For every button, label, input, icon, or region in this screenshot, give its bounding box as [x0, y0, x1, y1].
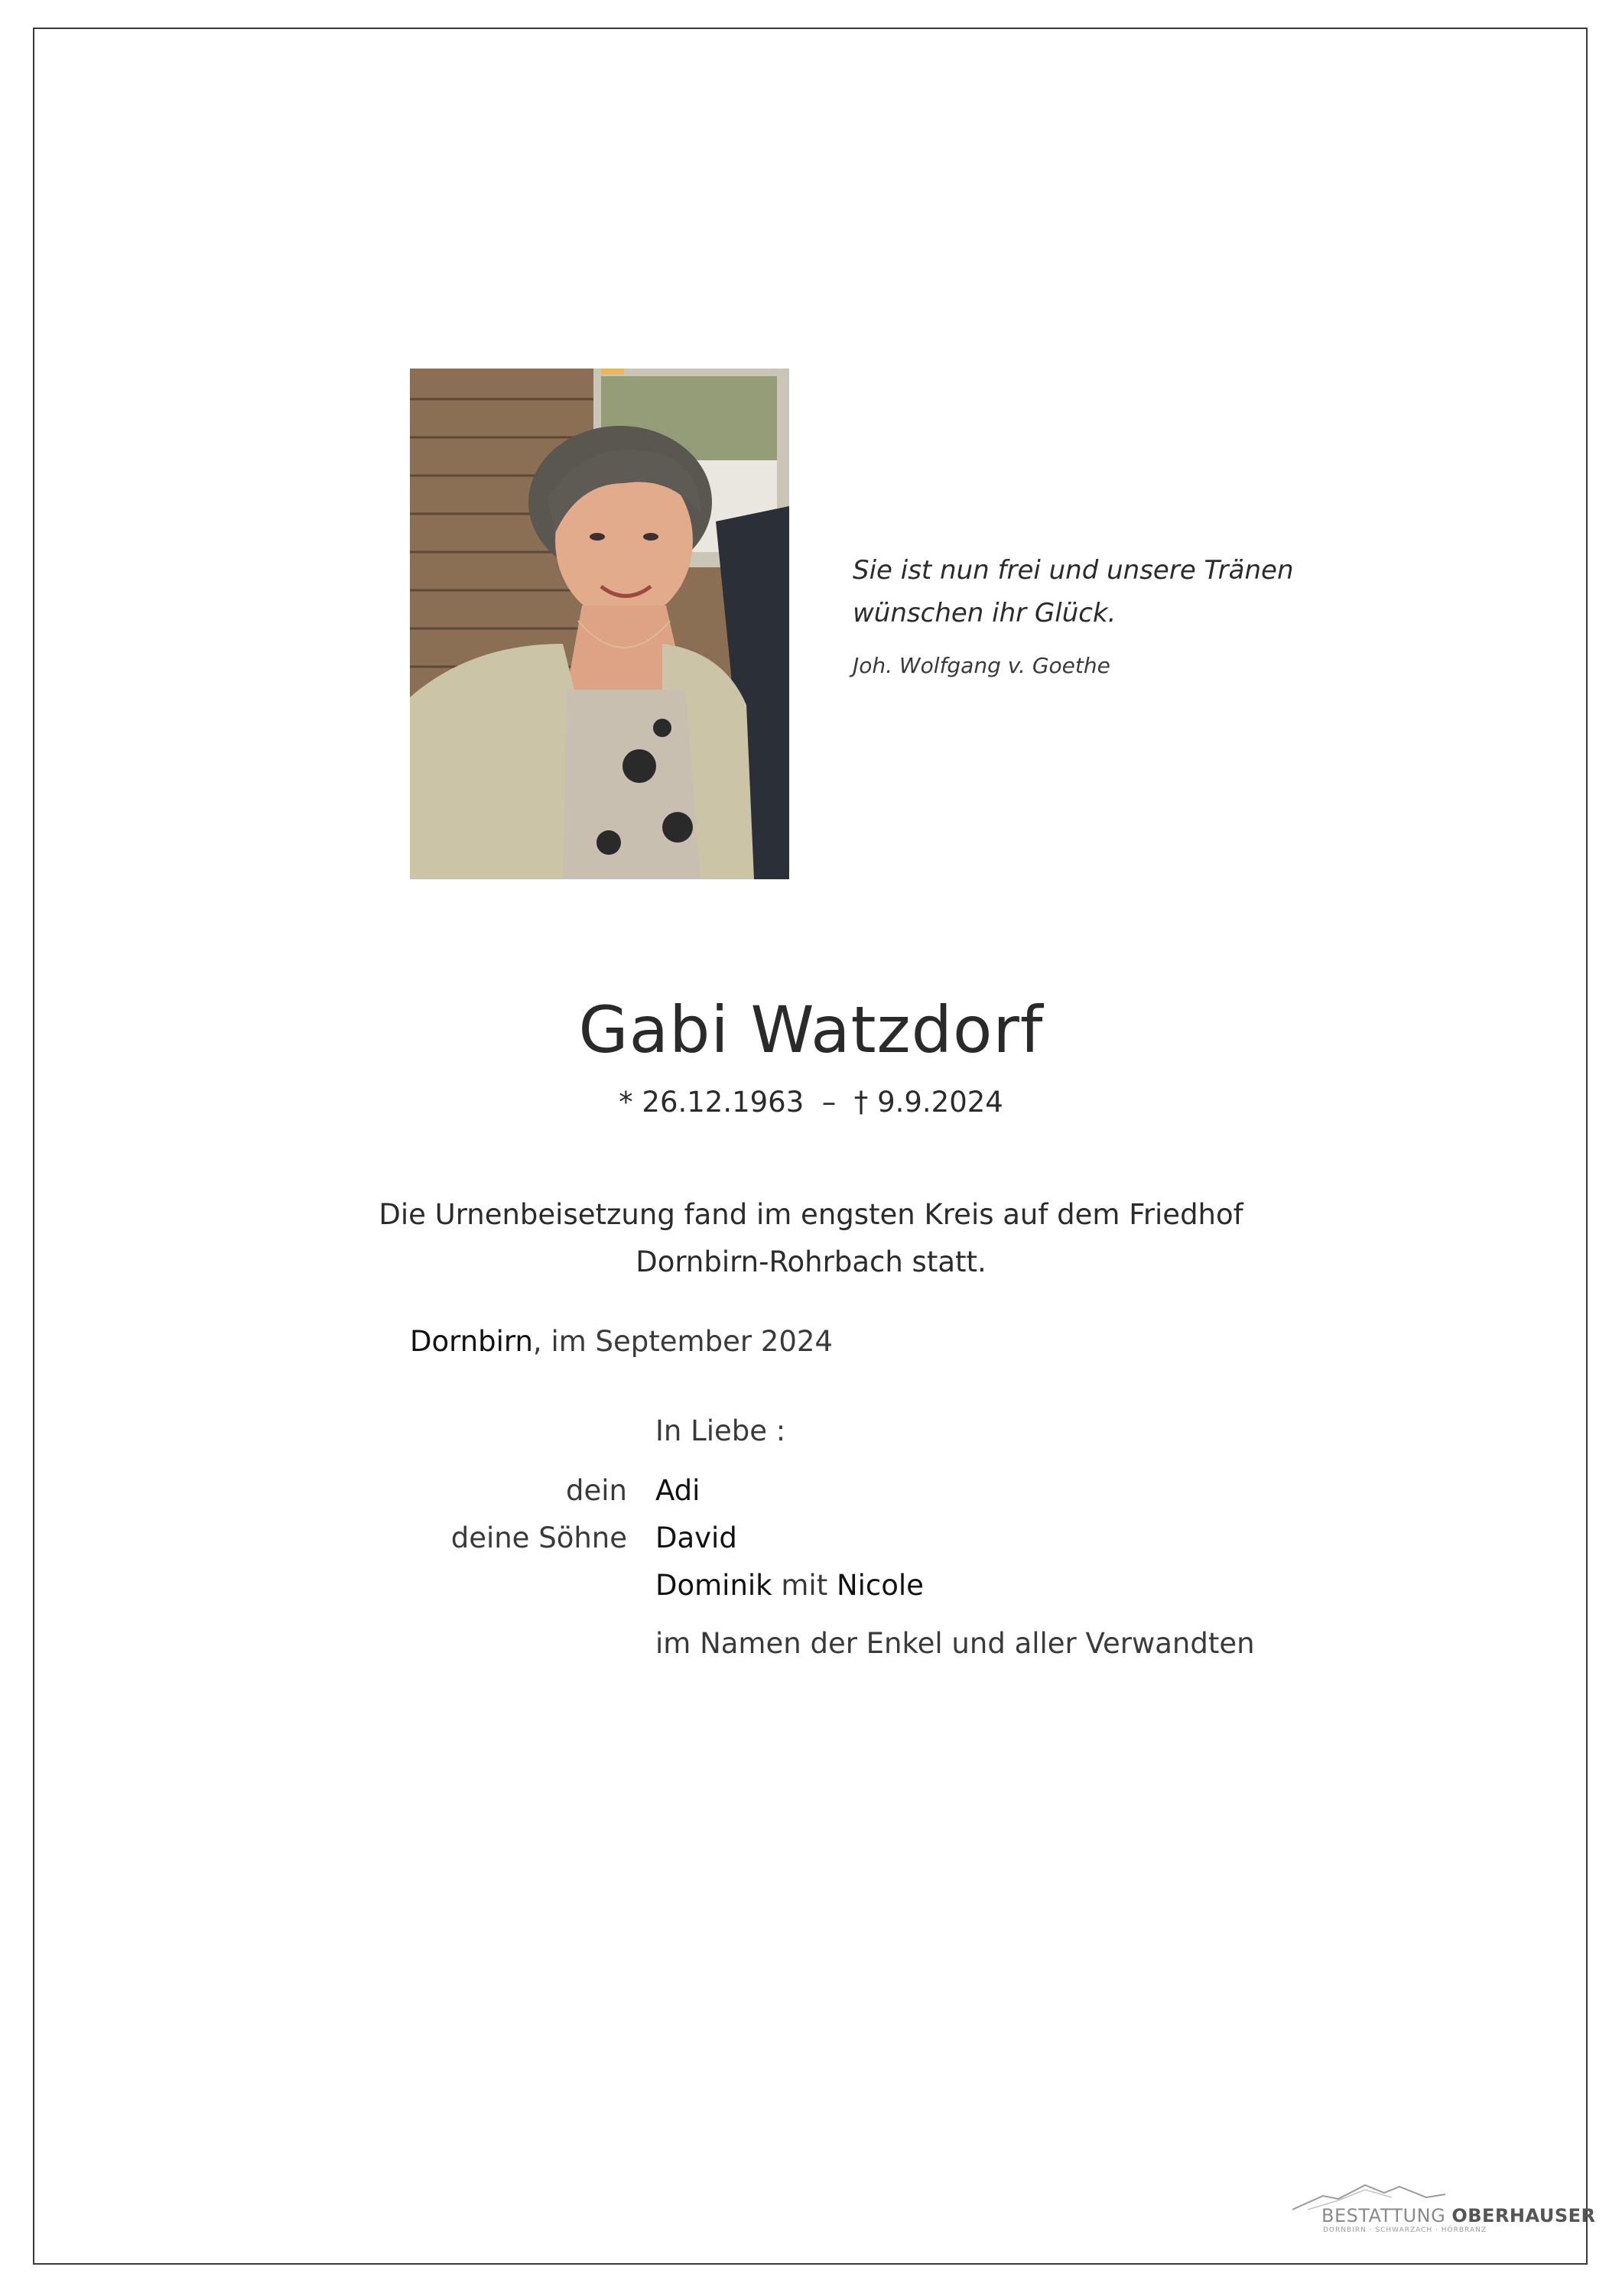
burial-notice: Die Urnenbeisetzung fand im engsten Kreis auf dem Friedhof Dornbirn-Rohrbach statt.	[379, 1198, 1243, 1278]
mourner-name: Adi	[655, 1474, 700, 1507]
mourner-connector: mit	[772, 1569, 837, 1602]
portrait-photo	[410, 369, 789, 879]
life-dates: * 26.12.1963 – † 9.9.2024	[619, 1086, 1003, 1119]
relation-label: deine Söhne	[450, 1521, 627, 1554]
quote-block	[853, 549, 1327, 678]
logo-prefix: BESTATTUNG	[1321, 2205, 1452, 2226]
logo-locations: DORNBIRN · SCHWARZACH · HÖRBRANZ	[1323, 2226, 1487, 2234]
funeral-home-logo	[1292, 2181, 1596, 2234]
date-text: , im September 2024	[532, 1325, 833, 1358]
mourner-name: Dominik	[655, 1569, 772, 1602]
page-border	[33, 28, 1588, 2265]
place-date-line	[410, 1325, 833, 1358]
mourner-partner: Nicole	[836, 1569, 924, 1602]
mourner-name: David	[655, 1521, 737, 1554]
quote-author: Joh. Wolfgang v. Goethe	[853, 653, 1110, 678]
family-note: im Namen der Enkel und aller Verwandten	[655, 1627, 1255, 1660]
logo-brand: OBERHAUSER	[1451, 2205, 1596, 2226]
place-name: Dornbirn	[410, 1325, 533, 1358]
logo-text	[1321, 2205, 1596, 2226]
deceased-name: Gabi Watzdorf	[578, 992, 1044, 1067]
mourner-row	[655, 1569, 924, 1602]
in-liebe-label: In Liebe :	[655, 1414, 786, 1447]
relation-label: dein	[566, 1474, 627, 1507]
quote-text: Sie ist nun frei und unsere Tränen wünschen ihr Glück.	[853, 555, 1294, 628]
